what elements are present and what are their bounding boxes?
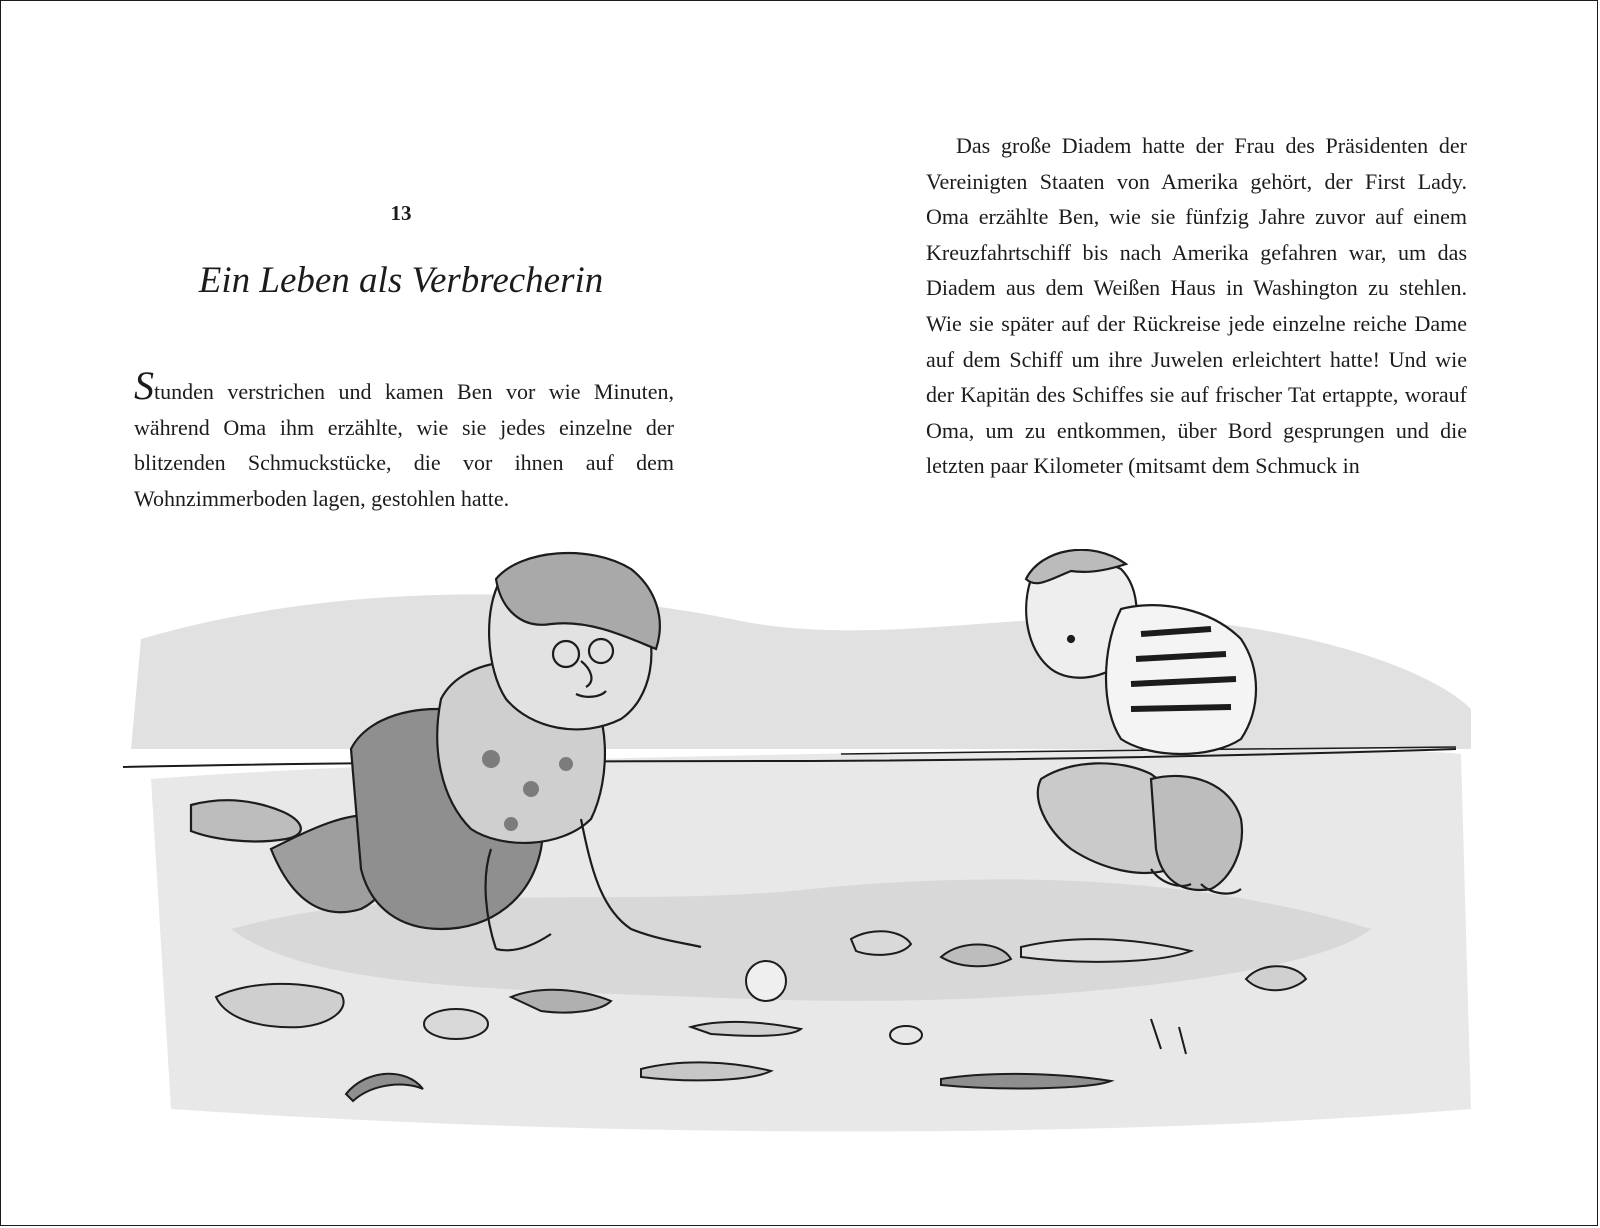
left-paragraph xyxy=(134,363,674,516)
right-page-text xyxy=(926,128,1467,484)
illustration-grandma-and-ben-with-jewels xyxy=(111,549,1491,1149)
chapter-number: 13 xyxy=(390,201,412,225)
pocket-watch xyxy=(746,961,786,1001)
left-page-text xyxy=(134,363,674,516)
right-paragraph: Das große Diadem hatte der Frau des Präsidenten der Vereinigten Staaten von Amerika gehört, der First Lady. Oma erzählte Ben, wie sie fünfzig Jahre zuvor auf einem Kreuzfahrtschiff bis nach Amerika gefahren war, um das Diadem aus dem Weißen Haus in Washington zu stehlen. Wie sie später auf der Rückreise jede einzelne reiche Dame auf dem Schiff um ihre Juwelen erleichtert hatte! Und wie der Kapitän des Schiffes sie auf frischer Tat ertappte, worauf Oma, um zu entkommen, über Bord gesprungen und die letzten paar Kilometer (mitsamt dem Schmuck in xyxy=(926,133,1467,479)
bowl xyxy=(424,1009,488,1039)
chapter-title: Ein Leben als Verbrecherin xyxy=(198,260,604,301)
drop-cap: S xyxy=(134,363,154,408)
left-paragraph-text: tunden verstrichen und kamen Ben vor wie Minuten, während Oma ihm erzählte, wie sie jedes einzelne der blitzenden Schmuckstücke, die vor ihnen auf dem Wohnzimmerboden lagen, gestohlen hatte. xyxy=(134,379,674,511)
